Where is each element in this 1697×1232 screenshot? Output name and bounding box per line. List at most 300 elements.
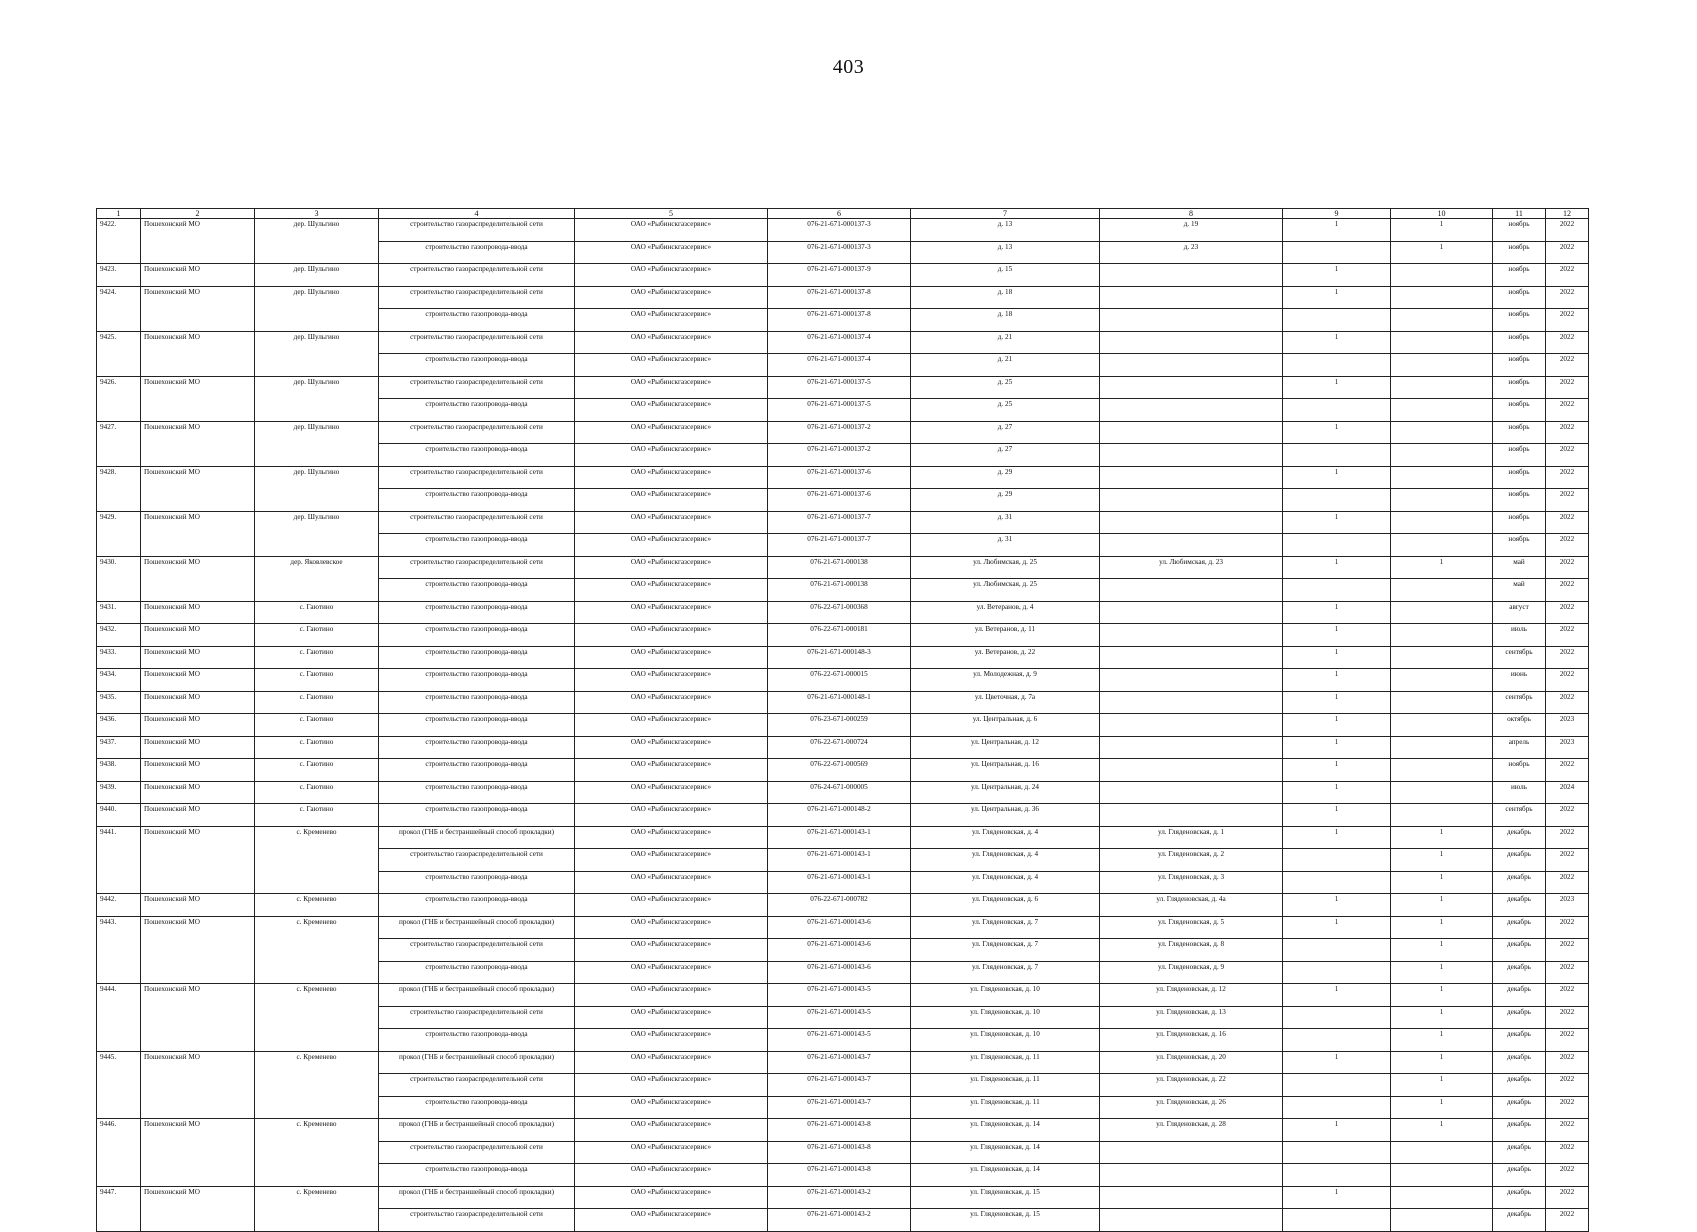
month-cell: ноябрь [1493,466,1546,489]
count-col9-cell [1283,241,1391,264]
locality-cell: дер. Яковлевское [255,556,379,601]
organization-cell: ОАО «Рыбинскгазсервис» [575,804,768,827]
address-cell: ул. Гляденовская, д. 10 [911,1029,1100,1052]
count-col10-cell [1391,1141,1493,1164]
code-cell: 076-21-671-000137-3 [768,219,911,242]
address-second-cell [1100,264,1283,287]
count-col9-cell [1283,309,1391,332]
address-cell: ул. Молодежная, д. 9 [911,669,1100,692]
row-number-cell: 9444. [97,984,141,1052]
code-cell: 076-21-671-000138 [768,579,911,602]
district-cell: Пошехонский МО [141,669,255,692]
row-number-cell: 9438. [97,759,141,782]
month-cell: декабрь [1493,826,1546,849]
organization-cell: ОАО «Рыбинскгазсервис» [575,511,768,534]
address-second-cell [1100,1141,1283,1164]
count-col9-cell: 1 [1283,624,1391,647]
locality-cell: с. Кременево [255,916,379,984]
organization-cell: ОАО «Рыбинскгазсервис» [575,691,768,714]
count-col9-cell [1283,849,1391,872]
address-cell: ул. Гляденовская, д. 6 [911,894,1100,917]
work-type-cell: строительство газораспределительной сети [379,421,575,444]
organization-cell: ОАО «Рыбинскгазсервис» [575,579,768,602]
year-cell: 2022 [1546,219,1589,242]
work-type-cell: строительство газораспределительной сети [379,849,575,872]
address-cell: ул. Гляденовская, д. 4 [911,871,1100,894]
count-col10-cell [1391,1164,1493,1187]
year-cell: 2022 [1546,984,1589,1007]
organization-cell: ОАО «Рыбинскгазсервис» [575,871,768,894]
work-type-cell: строительство газораспределительной сети [379,1074,575,1097]
month-cell: июль [1493,624,1546,647]
address-cell: д. 21 [911,331,1100,354]
year-cell: 2022 [1546,264,1589,287]
month-cell: ноябрь [1493,534,1546,557]
address-cell: д. 21 [911,354,1100,377]
address-second-cell [1100,1209,1283,1232]
month-cell: сентябрь [1493,804,1546,827]
count-col9-cell: 1 [1283,781,1391,804]
work-type-cell: прокол (ГНБ и бестраншейный способ прокладки) [379,916,575,939]
organization-cell: ОАО «Рыбинскгазсервис» [575,646,768,669]
address-cell: д. 25 [911,376,1100,399]
count-col10-cell [1391,579,1493,602]
month-cell: ноябрь [1493,376,1546,399]
month-cell: ноябрь [1493,241,1546,264]
count-col10-cell [1391,804,1493,827]
code-cell: 076-21-671-000148-2 [768,804,911,827]
address-cell: д. 29 [911,489,1100,512]
locality-cell: с. Кременево [255,984,379,1052]
work-type-cell: строительство газораспределительной сети [379,1006,575,1029]
address-cell: ул. Центральная, д. 6 [911,714,1100,737]
address-second-cell: ул. Гляденовская, д. 3 [1100,871,1283,894]
count-col9-cell [1283,1029,1391,1052]
count-col10-cell [1391,376,1493,399]
work-type-cell: строительство газопровода-ввода [379,601,575,624]
organization-cell: ОАО «Рыбинскгазсервис» [575,1006,768,1029]
count-col9-cell: 1 [1283,1119,1391,1142]
work-type-cell: строительство газопровода-ввода [379,759,575,782]
count-col9-cell: 1 [1283,601,1391,624]
month-cell: декабрь [1493,1186,1546,1209]
organization-cell: ОАО «Рыбинскгазсервис» [575,399,768,422]
count-col9-cell: 1 [1283,916,1391,939]
row-number-cell: 9447. [97,1186,141,1231]
organization-cell: ОАО «Рыбинскгазсервис» [575,1051,768,1074]
year-cell: 2022 [1546,444,1589,467]
count-col10-cell [1391,736,1493,759]
work-type-cell: строительство газопровода-ввода [379,961,575,984]
address-cell: ул. Гляденовская, д. 14 [911,1119,1100,1142]
row-number-cell: 9430. [97,556,141,601]
code-cell: 076-21-671-000143-2 [768,1186,911,1209]
code-cell: 076-21-671-000143-5 [768,1029,911,1052]
district-cell: Пошехонский МО [141,264,255,287]
organization-cell: ОАО «Рыбинскгазсервис» [575,1209,768,1232]
locality-cell: дер. Шульгино [255,219,379,264]
organization-cell: ОАО «Рыбинскгазсервис» [575,624,768,647]
count-col10-cell [1391,399,1493,422]
address-cell: ул. Центральная, д. 36 [911,804,1100,827]
count-col10-cell: 1 [1391,871,1493,894]
count-col9-cell: 1 [1283,466,1391,489]
count-col10-cell: 1 [1391,849,1493,872]
address-second-cell: ул. Гляденовская, д. 2 [1100,849,1283,872]
district-cell: Пошехонский МО [141,421,255,466]
code-cell: 076-21-671-000143-8 [768,1141,911,1164]
address-cell: ул. Гляденовская, д. 10 [911,1006,1100,1029]
count-col9-cell [1283,939,1391,962]
month-cell: декабрь [1493,984,1546,1007]
code-cell: 076-21-671-000143-7 [768,1074,911,1097]
address-cell: ул. Гляденовская, д. 4 [911,849,1100,872]
address-cell: ул. Гляденовская, д. 14 [911,1164,1100,1187]
code-cell: 076-22-671-000782 [768,894,911,917]
count-col9-cell [1283,579,1391,602]
organization-cell: ОАО «Рыбинскгазсервис» [575,354,768,377]
count-col10-cell [1391,1186,1493,1209]
column-number: 1 [97,209,141,219]
row-number-cell: 9422. [97,219,141,264]
district-cell: Пошехонский МО [141,691,255,714]
address-second-cell [1100,691,1283,714]
address-cell: ул. Гляденовская, д. 10 [911,984,1100,1007]
code-cell: 076-21-671-000143-2 [768,1209,911,1232]
count-col10-cell [1391,1209,1493,1232]
register-table [96,208,1589,1232]
year-cell: 2022 [1546,1006,1589,1029]
address-second-cell [1100,309,1283,332]
address-second-cell [1100,579,1283,602]
count-col10-cell [1391,624,1493,647]
count-col10-cell [1391,421,1493,444]
work-type-cell: строительство газопровода-ввода [379,781,575,804]
month-cell: ноябрь [1493,264,1546,287]
table-row [97,466,1589,489]
organization-cell: ОАО «Рыбинскгазсервис» [575,669,768,692]
code-cell: 076-21-671-000137-9 [768,264,911,287]
organization-cell: ОАО «Рыбинскгазсервис» [575,916,768,939]
organization-cell: ОАО «Рыбинскгазсервис» [575,1141,768,1164]
year-cell: 2022 [1546,1186,1589,1209]
work-type-cell: строительство газопровода-ввода [379,1096,575,1119]
code-cell: 076-21-671-000143-6 [768,939,911,962]
address-second-cell [1100,511,1283,534]
year-cell: 2022 [1546,286,1589,309]
code-cell: 076-21-671-000137-4 [768,354,911,377]
code-cell: 076-21-671-000137-2 [768,444,911,467]
organization-cell: ОАО «Рыбинскгазсервис» [575,489,768,512]
month-cell: ноябрь [1493,309,1546,332]
year-cell: 2022 [1546,804,1589,827]
year-cell: 2022 [1546,556,1589,579]
address-second-cell [1100,624,1283,647]
district-cell: Пошехонский МО [141,219,255,264]
address-second-cell [1100,489,1283,512]
work-type-cell: строительство газораспределительной сети [379,466,575,489]
count-col10-cell [1391,264,1493,287]
count-col9-cell [1283,1006,1391,1029]
count-col9-cell [1283,399,1391,422]
column-number: 2 [141,209,255,219]
row-number-cell: 9423. [97,264,141,287]
code-cell: 076-21-671-000148-3 [768,646,911,669]
work-type-cell: прокол (ГНБ и бестраншейный способ прокладки) [379,826,575,849]
organization-cell: ОАО «Рыбинскгазсервис» [575,894,768,917]
work-type-cell: строительство газораспределительной сети [379,511,575,534]
address-second-cell: д. 19 [1100,219,1283,242]
address-second-cell [1100,1164,1283,1187]
row-number-cell: 9445. [97,1051,141,1119]
month-cell: ноябрь [1493,219,1546,242]
work-type-cell: строительство газораспределительной сети [379,376,575,399]
count-col10-cell: 1 [1391,1029,1493,1052]
year-cell: 2022 [1546,1119,1589,1142]
month-cell: декабрь [1493,1074,1546,1097]
count-col10-cell [1391,309,1493,332]
table-row [97,669,1589,692]
table-row [97,916,1589,939]
work-type-cell: строительство газораспределительной сети [379,1209,575,1232]
month-cell: декабрь [1493,1051,1546,1074]
address-cell: ул. Центральная, д. 24 [911,781,1100,804]
count-col9-cell: 1 [1283,691,1391,714]
row-number-cell: 9432. [97,624,141,647]
count-col10-cell [1391,759,1493,782]
count-col9-cell: 1 [1283,1186,1391,1209]
code-cell: 076-21-671-000137-6 [768,489,911,512]
count-col9-cell: 1 [1283,984,1391,1007]
work-type-cell: строительство газораспределительной сети [379,556,575,579]
address-second-cell [1100,714,1283,737]
address-cell: д. 18 [911,286,1100,309]
column-number-header [97,209,1589,219]
count-col9-cell: 1 [1283,826,1391,849]
count-col9-cell: 1 [1283,894,1391,917]
organization-cell: ОАО «Рыбинскгазсервис» [575,1186,768,1209]
year-cell: 2022 [1546,624,1589,647]
table-row [97,1119,1589,1142]
address-second-cell [1100,421,1283,444]
district-cell: Пошехонский МО [141,286,255,331]
year-cell: 2022 [1546,1164,1589,1187]
count-col9-cell: 1 [1283,804,1391,827]
address-second-cell: ул. Гляденовская, д. 5 [1100,916,1283,939]
row-number-cell: 9440. [97,804,141,827]
count-col9-cell [1283,354,1391,377]
month-cell: декабрь [1493,939,1546,962]
count-col9-cell: 1 [1283,736,1391,759]
address-second-cell: ул. Гляденовская, д. 28 [1100,1119,1283,1142]
row-number-cell: 9446. [97,1119,141,1187]
year-cell: 2022 [1546,849,1589,872]
district-cell: Пошехонский МО [141,826,255,894]
locality-cell: дер. Шульгино [255,421,379,466]
locality-cell: дер. Шульгино [255,286,379,331]
address-second-cell: ул. Гляденовская, д. 12 [1100,984,1283,1007]
table-row [97,601,1589,624]
month-cell: декабрь [1493,916,1546,939]
code-cell: 076-21-671-000143-8 [768,1164,911,1187]
month-cell: декабрь [1493,894,1546,917]
row-number-cell: 9441. [97,826,141,894]
work-type-cell: строительство газопровода-ввода [379,309,575,332]
address-cell: ул. Гляденовская, д. 11 [911,1051,1100,1074]
organization-cell: ОАО «Рыбинскгазсервис» [575,556,768,579]
year-cell: 2022 [1546,354,1589,377]
code-cell: 076-21-671-000137-2 [768,421,911,444]
row-number-cell: 9439. [97,781,141,804]
code-cell: 076-21-671-000137-8 [768,309,911,332]
address-cell: д. 29 [911,466,1100,489]
address-second-cell: ул. Любимская, д. 23 [1100,556,1283,579]
code-cell: 076-21-671-000137-7 [768,511,911,534]
address-cell: ул. Любимская, д. 25 [911,579,1100,602]
month-cell: сентябрь [1493,691,1546,714]
column-number: 5 [575,209,768,219]
count-col9-cell: 1 [1283,714,1391,737]
work-type-cell: строительство газораспределительной сети [379,286,575,309]
count-col9-cell: 1 [1283,219,1391,242]
address-second-cell: ул. Гляденовская, д. 16 [1100,1029,1283,1052]
locality-cell: дер. Шульгино [255,331,379,376]
month-cell: сентябрь [1493,646,1546,669]
district-cell: Пошехонский МО [141,1051,255,1119]
work-type-cell: прокол (ГНБ и бестраншейный способ прокладки) [379,984,575,1007]
column-number: 8 [1100,209,1283,219]
count-col9-cell: 1 [1283,331,1391,354]
count-col10-cell [1391,286,1493,309]
count-col10-cell [1391,511,1493,534]
column-number: 11 [1493,209,1546,219]
work-type-cell: строительство газопровода-ввода [379,1164,575,1187]
table-row [97,331,1589,354]
table-row [97,421,1589,444]
district-cell: Пошехонский МО [141,781,255,804]
locality-cell: с. Кременево [255,1186,379,1231]
count-col10-cell [1391,714,1493,737]
address-second-cell [1100,376,1283,399]
count-col10-cell: 1 [1391,1051,1493,1074]
address-second-cell: ул. Гляденовская, д. 22 [1100,1074,1283,1097]
row-number-cell: 9436. [97,714,141,737]
organization-cell: ОАО «Рыбинскгазсервис» [575,1164,768,1187]
locality-cell: дер. Шульгино [255,376,379,421]
year-cell: 2023 [1546,714,1589,737]
organization-cell: ОАО «Рыбинскгазсервис» [575,219,768,242]
work-type-cell: прокол (ГНБ и бестраншейный способ прокладки) [379,1051,575,1074]
work-type-cell: строительство газораспределительной сети [379,939,575,962]
year-cell: 2022 [1546,466,1589,489]
count-col9-cell: 1 [1283,264,1391,287]
year-cell: 2022 [1546,759,1589,782]
month-cell: октябрь [1493,714,1546,737]
address-cell: ул. Гляденовская, д. 7 [911,961,1100,984]
code-cell: 076-21-671-000143-1 [768,849,911,872]
count-col9-cell [1283,961,1391,984]
work-type-cell: строительство газораспределительной сети [379,331,575,354]
organization-cell: ОАО «Рыбинскгазсервис» [575,939,768,962]
table-row [97,894,1589,917]
district-cell: Пошехонский МО [141,736,255,759]
count-col10-cell: 1 [1391,1006,1493,1029]
organization-cell: ОАО «Рыбинскгазсервис» [575,984,768,1007]
count-col9-cell: 1 [1283,376,1391,399]
code-cell: 076-21-671-000137-5 [768,399,911,422]
table-row [97,691,1589,714]
organization-cell: ОАО «Рыбинскгазсервис» [575,714,768,737]
district-cell: Пошехонский МО [141,466,255,511]
address-second-cell: д. 23 [1100,241,1283,264]
address-cell: д. 15 [911,264,1100,287]
locality-cell: дер. Шульгино [255,511,379,556]
address-second-cell [1100,804,1283,827]
row-number-cell: 9429. [97,511,141,556]
year-cell: 2022 [1546,399,1589,422]
locality-cell: с. Гаютино [255,646,379,669]
district-cell: Пошехонский МО [141,1119,255,1187]
table-row [97,511,1589,534]
district-cell: Пошехонский МО [141,984,255,1052]
address-cell: ул. Гляденовская, д. 4 [911,826,1100,849]
table-row [97,781,1589,804]
district-cell: Пошехонский МО [141,376,255,421]
year-cell: 2023 [1546,894,1589,917]
table-row [97,286,1589,309]
address-cell: д. 18 [911,309,1100,332]
year-cell: 2022 [1546,826,1589,849]
organization-cell: ОАО «Рыбинскгазсервис» [575,1096,768,1119]
count-col9-cell [1283,1074,1391,1097]
table-row [97,1186,1589,1209]
month-cell: декабрь [1493,1029,1546,1052]
count-col10-cell [1391,444,1493,467]
year-cell: 2022 [1546,871,1589,894]
address-second-cell: ул. Гляденовская, д. 9 [1100,961,1283,984]
locality-cell: с. Кременево [255,826,379,894]
address-second-cell [1100,331,1283,354]
district-cell: Пошехонский МО [141,646,255,669]
code-cell: 076-21-671-000137-6 [768,466,911,489]
locality-cell: с. Гаютино [255,624,379,647]
table-row [97,714,1589,737]
month-cell: ноябрь [1493,331,1546,354]
address-cell: ул. Гляденовская, д. 14 [911,1141,1100,1164]
organization-cell: ОАО «Рыбинскгазсервис» [575,1074,768,1097]
locality-cell: с. Кременево [255,1119,379,1187]
count-col10-cell [1391,466,1493,489]
count-col10-cell [1391,691,1493,714]
count-col10-cell: 1 [1391,556,1493,579]
column-number: 4 [379,209,575,219]
organization-cell: ОАО «Рыбинскгазсервис» [575,241,768,264]
year-cell: 2022 [1546,691,1589,714]
row-number-cell: 9431. [97,601,141,624]
month-cell: декабрь [1493,1006,1546,1029]
organization-cell: ОАО «Рыбинскгазсервис» [575,736,768,759]
count-col9-cell: 1 [1283,1051,1391,1074]
work-type-cell: строительство газопровода-ввода [379,444,575,467]
organization-cell: ОАО «Рыбинскгазсервис» [575,286,768,309]
row-number-cell: 9428. [97,466,141,511]
count-col9-cell: 1 [1283,669,1391,692]
month-cell: ноябрь [1493,399,1546,422]
address-second-cell [1100,354,1283,377]
count-col9-cell [1283,534,1391,557]
organization-cell: ОАО «Рыбинскгазсервис» [575,781,768,804]
count-col10-cell: 1 [1391,241,1493,264]
